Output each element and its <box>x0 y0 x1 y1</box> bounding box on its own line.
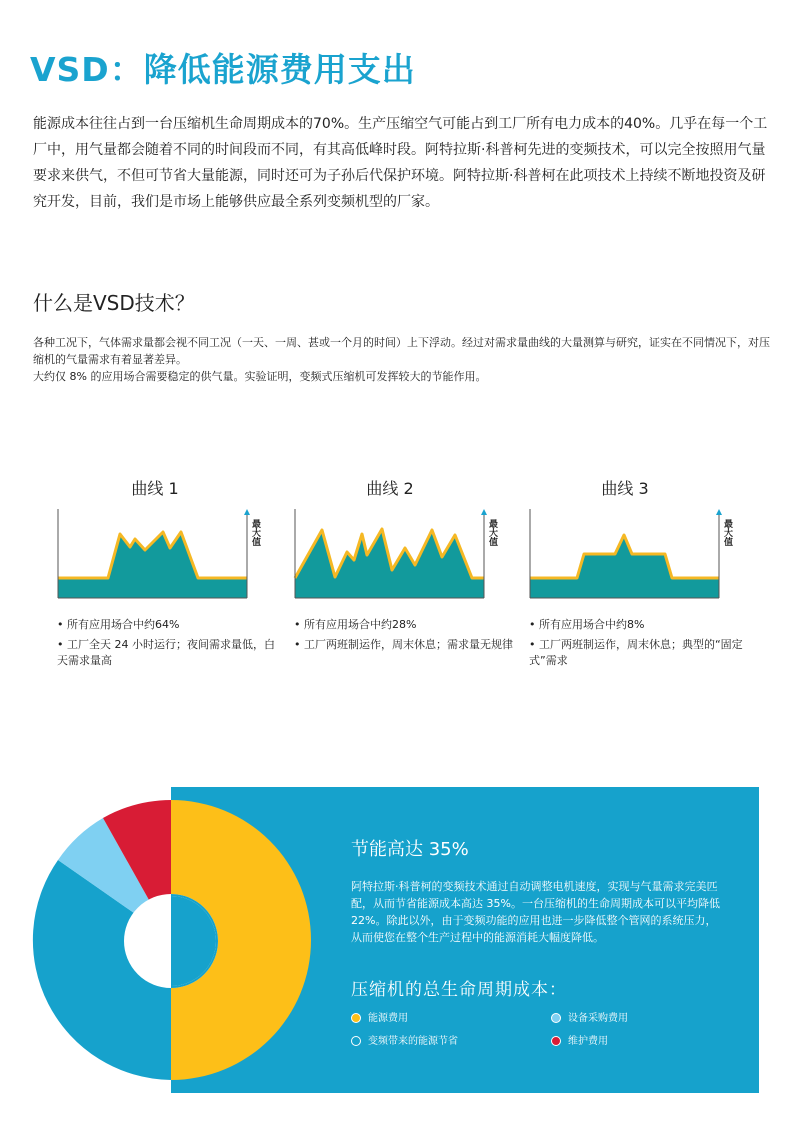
curve-3-chart <box>522 505 737 605</box>
vsd-paragraph-1: 各种工况下，气体需求量都会视不同工况（一天、一周、甚或一个月的时间）上下浮动。经过对需求量曲线的大量测算与研究，证实在不同情况下，对压缩机的气量需求有着显著差异。 <box>33 336 770 366</box>
legend-equipment-cost <box>551 1011 628 1027</box>
legend-vsd-label: 变频带来的能源节省 <box>368 1036 458 1047</box>
curve-3-title: 曲线 3 <box>601 479 649 498</box>
curve-2-note-2: • 工厂两班制运作，周末休息；需求量无规律 <box>294 638 513 651</box>
curve-3-arrow <box>716 509 722 515</box>
page-title: VSD：降低能源费用支出 <box>30 50 416 89</box>
savings-title: 节能高达 35% <box>351 839 469 860</box>
curve-1-note-2: • 工厂全天 24 小时运行；夜间需求量低，白天需求量高 <box>57 638 275 667</box>
lifecycle-title: 压缩机的总生命周期成本： <box>351 980 567 1000</box>
vsd-section-title: 什么是VSD技术？ <box>33 291 195 315</box>
curve-3-note-2: • 工厂两班制运作，周末休息；典型的“固定式”需求 <box>529 638 743 667</box>
donut-energy-cost <box>171 800 311 1080</box>
legend-equipment-label: 设备采购费用 <box>568 1013 628 1024</box>
curve-1-title: 曲线 1 <box>131 479 179 498</box>
vsd-section-body <box>33 334 773 385</box>
curve-2-title: 曲线 2 <box>366 479 414 498</box>
legend-energy-dot <box>351 1013 361 1023</box>
curve-2-axis-label: 最大值 <box>487 519 497 546</box>
legend-vsd-savings <box>351 1034 458 1050</box>
curve-2-note-1: • 所有应用场合中约28% <box>294 618 417 631</box>
legend-maintenance-cost <box>551 1034 608 1050</box>
legend-maintenance-label: 维护费用 <box>568 1036 608 1047</box>
savings-body: 阿特拉斯·科普柯的变频技术通过自动调整电机速度，实现与气量需求完美匹配，从而节省能源成本高达 35%。一台压缩机的生命周期成本可以平均降低 22%。除此以外，由于变频功能的应用也进一步降低整个管网的系统压力，从而使您在整个生产过程中的能源消耗大幅度降低。 <box>351 880 720 944</box>
curve-1-arrow <box>244 509 250 515</box>
curve-1-axis-label: 最大值 <box>250 519 260 546</box>
curve-3-note-1: • 所有应用场合中约8% <box>529 618 645 631</box>
curve-3-notes <box>529 617 749 669</box>
curve-1-note-1: • 所有应用场合中约64% <box>57 618 180 631</box>
legend-maintenance-dot <box>551 1036 561 1046</box>
curve-2-chart <box>287 505 502 605</box>
curve-1-notes <box>57 617 277 669</box>
curve-1-chart <box>50 505 265 605</box>
legend-equipment-dot <box>551 1013 561 1023</box>
curve-2-arrow <box>481 509 487 515</box>
legend-energy-cost <box>351 1011 408 1027</box>
vsd-paragraph-2: 大约仅 8% 的应用场合需要稳定的供气量。实验证明，变频式压缩机可发挥较大的节能作用。 <box>33 370 487 383</box>
intro-paragraph: 能源成本往往占到一台压缩机生命周期成本的70%。生产压缩空气可能占到工厂所有电力成本的40%。几乎在每一个工厂中，用气量都会随着不同的时间段而不同，有其高低峰时段。阿特拉斯·科普柯先进的变频技术，可以完全按照用气量要求来供气，不但可节省大量能源，同时还可为子孙后代保护环境。阿特拉斯·科普柯在此项技术上持续不断地投资及研究开发，目前，我们是市场上能够供应最全系列变频机型的厂家。 <box>33 116 768 210</box>
lifecycle-donut <box>0 785 320 1095</box>
curve-3-area <box>530 535 719 598</box>
legend-energy-label: 能源费用 <box>368 1013 408 1024</box>
legend-vsd-dot <box>351 1036 361 1046</box>
curve-2-notes <box>294 617 514 653</box>
curve-3-axis-label: 最大值 <box>722 519 732 546</box>
